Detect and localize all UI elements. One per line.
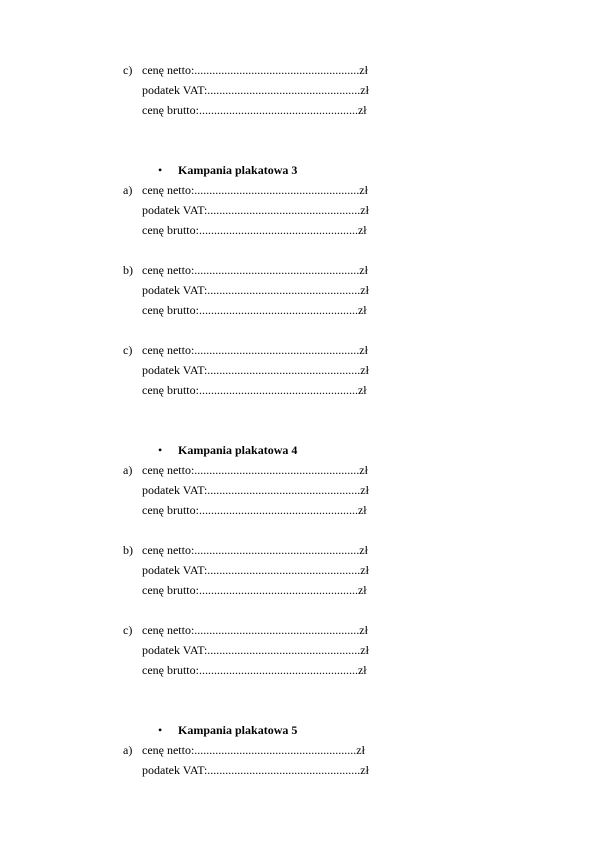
price-brutto-field: cenę brutto:.....................................................zł <box>142 303 367 317</box>
bullet-icon: • <box>158 443 163 457</box>
item-letter: c) <box>123 343 133 357</box>
bullet-icon: • <box>158 163 163 177</box>
item-letter: b) <box>123 263 133 277</box>
vat-field: podatek VAT:...................................................zł <box>142 563 369 577</box>
vat-field: podatek VAT:...................................................zł <box>142 483 369 497</box>
item-letter: c) <box>123 623 133 637</box>
vat-field: podatek VAT:...................................................zł <box>142 763 369 777</box>
vat-field: podatek VAT:...................................................zł <box>142 283 369 297</box>
vat-field: podatek VAT:...................................................zł <box>142 203 369 217</box>
bullet-icon: • <box>158 723 163 737</box>
price-brutto-field: cenę brutto:.....................................................zł <box>142 503 367 517</box>
vat-field: podatek VAT:...................................................zł <box>142 363 369 377</box>
price-brutto-field: cenę brutto:.....................................................zł <box>142 383 367 397</box>
item-letter: c) <box>123 63 133 77</box>
price-netto-field: cenę netto:.......................................................zł <box>142 63 368 77</box>
price-brutto-field: cenę brutto:.....................................................zł <box>142 663 367 677</box>
item-letter: a) <box>123 463 133 477</box>
item-letter: a) <box>123 183 133 197</box>
campaign-title: Kampania plakatowa 5 <box>178 723 298 737</box>
item-letter: b) <box>123 543 133 557</box>
vat-field: podatek VAT:...................................................zł <box>142 643 369 657</box>
price-netto-field: cenę netto:.......................................................zł <box>142 263 368 277</box>
price-netto-field: cenę netto:.......................................................zł <box>142 463 368 477</box>
price-netto-field: cenę netto:.......................................................zł <box>142 183 368 197</box>
price-netto-field: cenę netto:.......................................................zł <box>142 623 368 637</box>
price-brutto-field: cenę brutto:.....................................................zł <box>142 583 367 597</box>
price-brutto-field: cenę brutto:.....................................................zł <box>142 223 367 237</box>
campaign-title: Kampania plakatowa 3 <box>178 163 298 177</box>
price-netto-field: cenę netto:.......................................................zł <box>142 543 368 557</box>
price-netto-field: cenę netto:......................................................zł <box>142 743 365 757</box>
campaign-title: Kampania plakatowa 4 <box>178 443 298 457</box>
price-netto-field: cenę netto:.......................................................zł <box>142 343 368 357</box>
item-letter: a) <box>123 743 133 757</box>
price-brutto-field: cenę brutto:.....................................................zł <box>142 103 367 117</box>
vat-field: podatek VAT:...................................................zł <box>142 83 369 97</box>
